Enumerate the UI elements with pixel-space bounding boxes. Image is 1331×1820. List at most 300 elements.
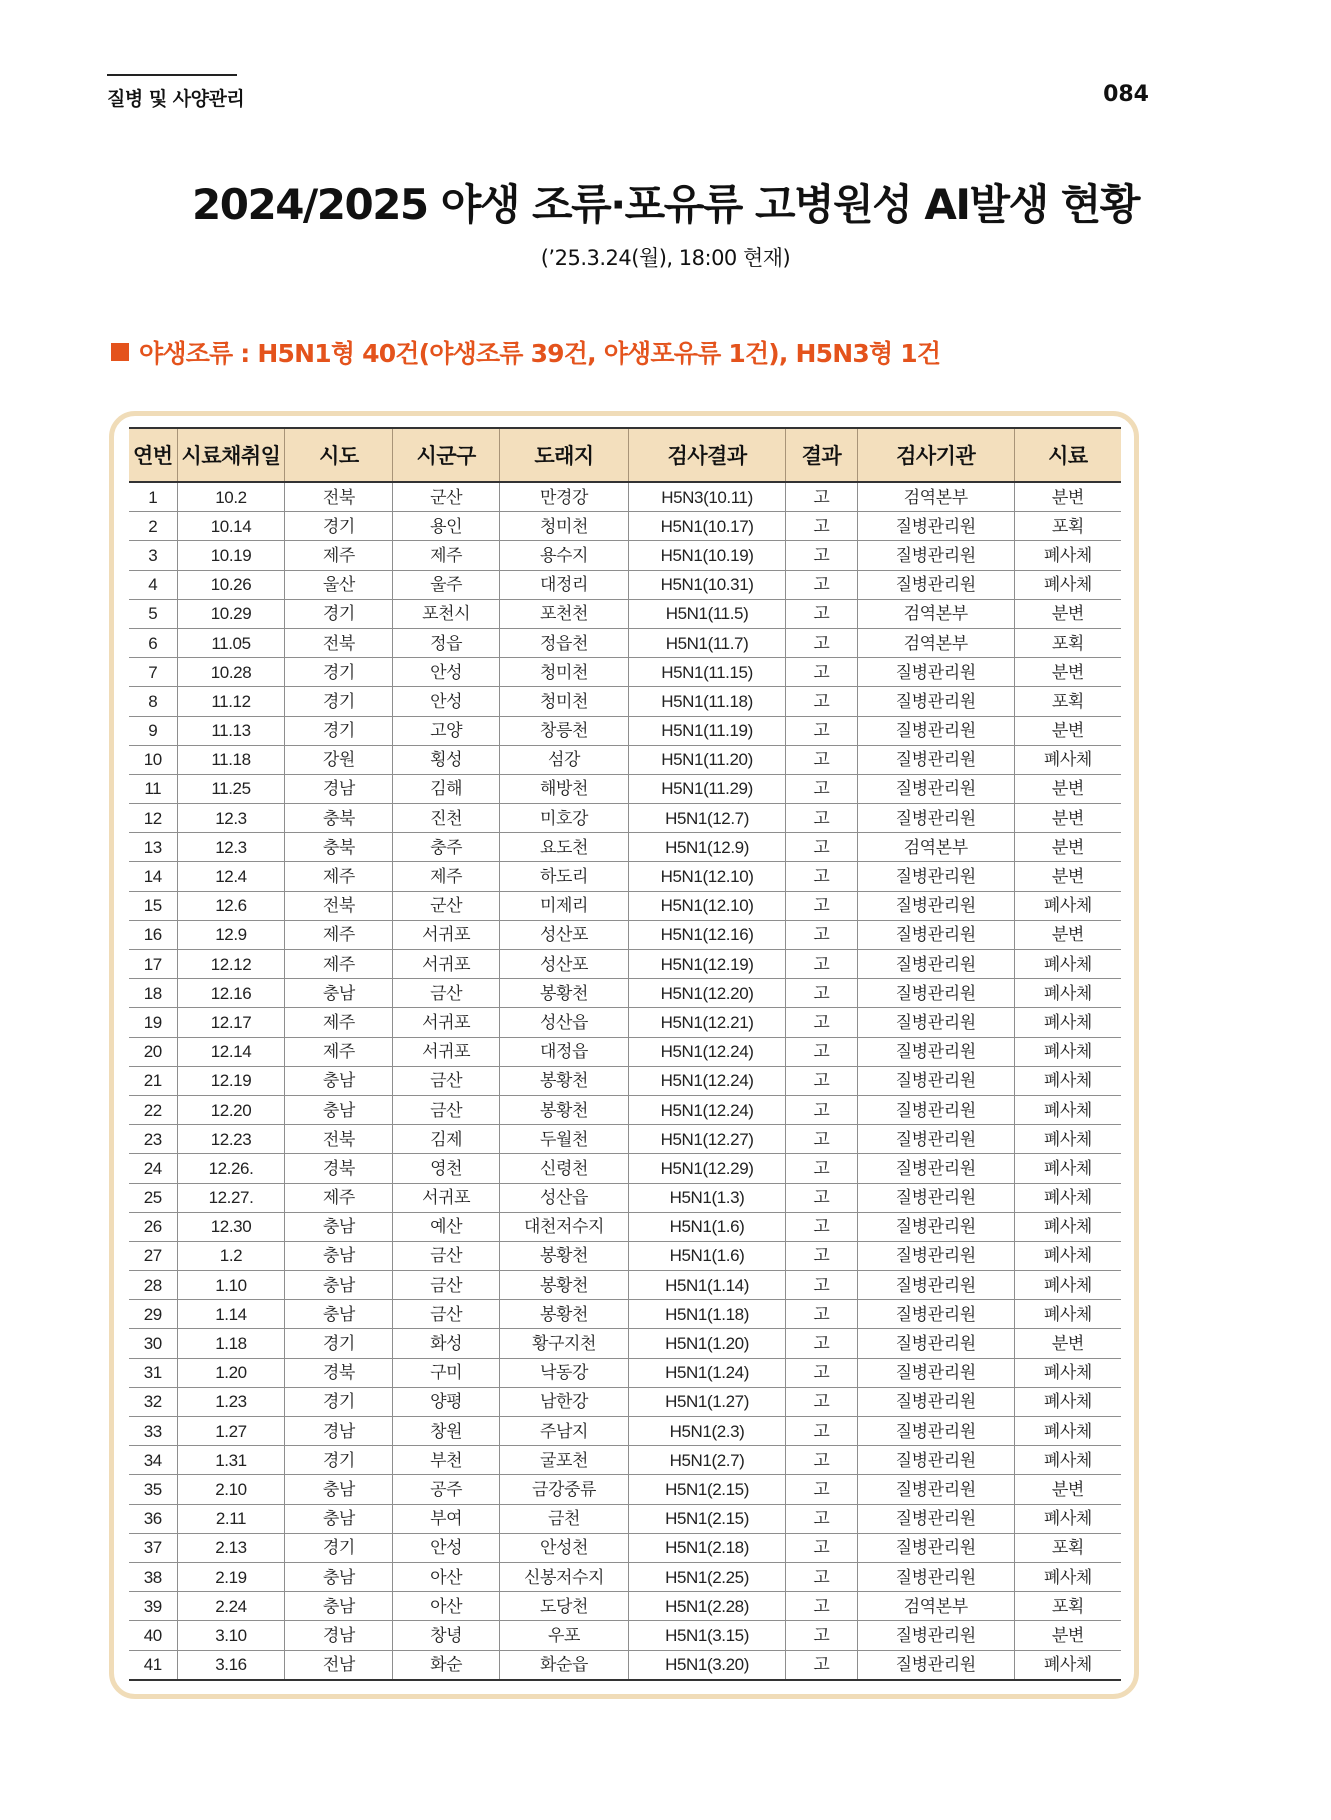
table-cell: 고양: [393, 716, 500, 745]
table-cell: 10: [129, 745, 177, 774]
table-cell: 고: [786, 570, 858, 599]
table-cell: 분변: [1014, 599, 1121, 628]
table-cell: 도당천: [500, 1592, 629, 1621]
table-cell: 폐사체: [1014, 891, 1121, 920]
table-row: [129, 1154, 1121, 1183]
table-cell: H5N1(12.10): [628, 891, 785, 920]
table-row: [129, 1241, 1121, 1270]
table-row: [129, 1650, 1121, 1680]
table-cell: 10.29: [177, 599, 285, 628]
table-row: [129, 1562, 1121, 1591]
table-row: [129, 687, 1121, 716]
table-cell: H5N1(2.7): [628, 1446, 785, 1475]
table-cell: 폐사체: [1014, 1212, 1121, 1241]
table-cell: H5N1(12.10): [628, 862, 785, 891]
table-cell: 20: [129, 1037, 177, 1066]
table-cell: 12: [129, 804, 177, 833]
table-cell: 고: [786, 1504, 858, 1533]
table-cell: 울산: [285, 570, 393, 599]
table-cell: 질병관리원: [857, 541, 1014, 570]
table-cell: 고: [786, 833, 858, 862]
table-row: [129, 1417, 1121, 1446]
table-cell: 12.17: [177, 1008, 285, 1037]
col-header: 검사결과: [628, 428, 785, 482]
table-cell: 질병관리원: [857, 1183, 1014, 1212]
table-cell: 28: [129, 1271, 177, 1300]
table-cell: H5N1(2.18): [628, 1533, 785, 1562]
table-cell: 안성: [393, 658, 500, 687]
table-cell: 포획: [1014, 1592, 1121, 1621]
table-cell: 36: [129, 1504, 177, 1533]
table-cell: H5N1(2.28): [628, 1592, 785, 1621]
table-cell: H5N1(10.17): [628, 512, 785, 541]
table-cell: 분변: [1014, 804, 1121, 833]
table-cell: 질병관리원: [857, 1066, 1014, 1095]
table-cell: 고: [786, 1008, 858, 1037]
table-cell: 34: [129, 1446, 177, 1475]
table-cell: 청미천: [500, 512, 629, 541]
table-cell: 31: [129, 1358, 177, 1387]
table-cell: 고: [786, 1650, 858, 1680]
table-cell: H5N1(11.29): [628, 774, 785, 803]
table-row: [129, 1125, 1121, 1154]
table-cell: 충남: [285, 979, 393, 1008]
table-cell: 하도리: [500, 862, 629, 891]
table-cell: 제주: [285, 1183, 393, 1212]
table-row: [129, 1533, 1121, 1562]
col-header: 시도: [285, 428, 393, 482]
table-cell: 아산: [393, 1562, 500, 1591]
table-cell: 11.12: [177, 687, 285, 716]
table-cell: 충남: [285, 1475, 393, 1504]
table-row: [129, 1446, 1121, 1475]
table-cell: 11: [129, 774, 177, 803]
col-header: 검사기관: [857, 428, 1014, 482]
table-cell: 1.2: [177, 1241, 285, 1270]
table-cell: 고: [786, 804, 858, 833]
table-row: [129, 628, 1121, 657]
table-cell: 검역본부: [857, 599, 1014, 628]
table-cell: 40: [129, 1621, 177, 1650]
col-header: 도래지: [500, 428, 629, 482]
table-cell: 1: [129, 482, 177, 512]
table-cell: 6: [129, 628, 177, 657]
table-cell: 충남: [285, 1212, 393, 1241]
table-cell: 고: [786, 1387, 858, 1416]
table-cell: 질병관리원: [857, 862, 1014, 891]
table-cell: 33: [129, 1417, 177, 1446]
table-cell: 양평: [393, 1387, 500, 1416]
table-cell: 12.23: [177, 1125, 285, 1154]
table-cell: 14: [129, 862, 177, 891]
table-cell: 김제: [393, 1125, 500, 1154]
table-cell: 질병관리원: [857, 920, 1014, 949]
table-cell: 18: [129, 979, 177, 1008]
table-cell: 전북: [285, 628, 393, 657]
table-cell: H5N1(2.15): [628, 1504, 785, 1533]
table-row: [129, 1504, 1121, 1533]
table-cell: 10.28: [177, 658, 285, 687]
table-cell: 12.26.: [177, 1154, 285, 1183]
table-body: [129, 482, 1121, 1680]
table-cell: 충남: [285, 1066, 393, 1095]
table-cell: 안성천: [500, 1533, 629, 1562]
table-cell: 고: [786, 1241, 858, 1270]
table-cell: 경북: [285, 1358, 393, 1387]
table-cell: H5N1(12.19): [628, 950, 785, 979]
table-cell: H5N1(12.20): [628, 979, 785, 1008]
table-cell: 질병관리원: [857, 1037, 1014, 1066]
table-cell: 군산: [393, 482, 500, 512]
table-cell: 고: [786, 512, 858, 541]
table-cell: 충남: [285, 1241, 393, 1270]
table-cell: 봉황천: [500, 1300, 629, 1329]
table-cell: 35: [129, 1475, 177, 1504]
table-cell: 질병관리원: [857, 658, 1014, 687]
table-cell: 24: [129, 1154, 177, 1183]
table-row: [129, 512, 1121, 541]
table-cell: 폐사체: [1014, 541, 1121, 570]
table-cell: 정읍: [393, 628, 500, 657]
table-row: [129, 920, 1121, 949]
table-cell: 남한강: [500, 1387, 629, 1416]
table-cell: 포천시: [393, 599, 500, 628]
table-cell: 질병관리원: [857, 1212, 1014, 1241]
table-cell: 질병관리원: [857, 1241, 1014, 1270]
table-cell: 금산: [393, 1241, 500, 1270]
table-cell: 금강중류: [500, 1475, 629, 1504]
table-cell: 강원: [285, 745, 393, 774]
table-cell: 2.19: [177, 1562, 285, 1591]
table-row: [129, 1300, 1121, 1329]
table-cell: H5N1(1.27): [628, 1387, 785, 1416]
table-row: [129, 1271, 1121, 1300]
table-cell: 12.20: [177, 1095, 285, 1124]
table-cell: 질병관리원: [857, 1154, 1014, 1183]
table-cell: 제주: [393, 541, 500, 570]
table-cell: H5N1(1.6): [628, 1212, 785, 1241]
table-cell: 질병관리원: [857, 1125, 1014, 1154]
table-cell: 13: [129, 833, 177, 862]
table-cell: 고: [786, 774, 858, 803]
table-cell: H5N1(11.15): [628, 658, 785, 687]
table-cell: H5N1(12.24): [628, 1037, 785, 1066]
table-cell: 검역본부: [857, 1592, 1014, 1621]
table-cell: 제주: [285, 920, 393, 949]
table-cell: 2.24: [177, 1592, 285, 1621]
table-cell: 폐사체: [1014, 1417, 1121, 1446]
table-cell: 굴포천: [500, 1446, 629, 1475]
table-cell: 폐사체: [1014, 570, 1121, 599]
table-cell: 금산: [393, 1271, 500, 1300]
table-row: [129, 482, 1121, 512]
table-cell: H5N1(11.5): [628, 599, 785, 628]
table-cell: 고: [786, 1212, 858, 1241]
table-cell: 충남: [285, 1504, 393, 1533]
table-cell: 16: [129, 920, 177, 949]
table-cell: 고: [786, 628, 858, 657]
table-cell: 고: [786, 1358, 858, 1387]
table-cell: 폐사체: [1014, 1358, 1121, 1387]
table-cell: 황구지천: [500, 1329, 629, 1358]
table-cell: 25: [129, 1183, 177, 1212]
table-cell: 서귀포: [393, 1183, 500, 1212]
table-cell: 군산: [393, 891, 500, 920]
table-cell: 청미천: [500, 687, 629, 716]
table-cell: 분변: [1014, 862, 1121, 891]
table-cell: 2.11: [177, 1504, 285, 1533]
table-cell: 12.4: [177, 862, 285, 891]
table-cell: 2.10: [177, 1475, 285, 1504]
table-cell: 분변: [1014, 1621, 1121, 1650]
table-cell: 아산: [393, 1592, 500, 1621]
table-cell: 분변: [1014, 1329, 1121, 1358]
table-cell: 8: [129, 687, 177, 716]
table-cell: 21: [129, 1066, 177, 1095]
table-cell: 폐사체: [1014, 1562, 1121, 1591]
table-row: [129, 1212, 1121, 1241]
table-cell: 12.3: [177, 833, 285, 862]
table-cell: H5N1(10.19): [628, 541, 785, 570]
table-cell: 검역본부: [857, 833, 1014, 862]
table-cell: 2: [129, 512, 177, 541]
table-cell: 진천: [393, 804, 500, 833]
table-cell: 용수지: [500, 541, 629, 570]
table-cell: 29: [129, 1300, 177, 1329]
table-cell: 분변: [1014, 658, 1121, 687]
summary-line: [111, 334, 940, 370]
table-cell: 1.31: [177, 1446, 285, 1475]
table-cell: 경북: [285, 1154, 393, 1183]
table-cell: H5N1(11.18): [628, 687, 785, 716]
table-row: [129, 1095, 1121, 1124]
table-cell: 폐사체: [1014, 1271, 1121, 1300]
table-cell: 성산포: [500, 950, 629, 979]
section-label: 질병 및 사양관리: [107, 88, 245, 110]
table-cell: 폐사체: [1014, 950, 1121, 979]
table-cell: 12.3: [177, 804, 285, 833]
table-cell: 3: [129, 541, 177, 570]
table-cell: 30: [129, 1329, 177, 1358]
table-cell: H5N1(12.24): [628, 1066, 785, 1095]
table-cell: 검역본부: [857, 628, 1014, 657]
table-cell: 질병관리원: [857, 1650, 1014, 1680]
table-cell: 충주: [393, 833, 500, 862]
table-cell: 성산읍: [500, 1183, 629, 1212]
table-cell: 고: [786, 687, 858, 716]
table-cell: 고: [786, 1037, 858, 1066]
table-cell: 고: [786, 891, 858, 920]
table-cell: 포획: [1014, 687, 1121, 716]
table-cell: 폐사체: [1014, 1008, 1121, 1037]
table-row: [129, 541, 1121, 570]
table-cell: H5N1(12.16): [628, 920, 785, 949]
table-cell: 12.27.: [177, 1183, 285, 1212]
table-cell: 3.10: [177, 1621, 285, 1650]
table-cell: 폐사체: [1014, 1504, 1121, 1533]
table-cell: 전북: [285, 891, 393, 920]
table-cell: 12.14: [177, 1037, 285, 1066]
table-cell: 고: [786, 1533, 858, 1562]
table-cell: 질병관리원: [857, 979, 1014, 1008]
table-cell: 봉황천: [500, 1095, 629, 1124]
table-cell: 고: [786, 979, 858, 1008]
table-cell: 질병관리원: [857, 1387, 1014, 1416]
table-cell: 고: [786, 716, 858, 745]
table-row: [129, 1037, 1121, 1066]
table-cell: 전남: [285, 1650, 393, 1680]
table-cell: 23: [129, 1125, 177, 1154]
table-cell: 예산: [393, 1212, 500, 1241]
table-cell: 11.13: [177, 716, 285, 745]
table-cell: 포획: [1014, 1533, 1121, 1562]
table-cell: 질병관리원: [857, 1533, 1014, 1562]
table-cell: 서귀포: [393, 1008, 500, 1037]
table-cell: 38: [129, 1562, 177, 1591]
table-cell: H5N1(1.3): [628, 1183, 785, 1212]
table-row: [129, 1621, 1121, 1650]
table-cell: 충남: [285, 1562, 393, 1591]
table-cell: 질병관리원: [857, 745, 1014, 774]
table-cell: H5N1(3.20): [628, 1650, 785, 1680]
page-number: 084: [1103, 82, 1149, 107]
col-header: 시군구: [393, 428, 500, 482]
table-cell: 고: [786, 482, 858, 512]
table-cell: H5N1(12.27): [628, 1125, 785, 1154]
table-cell: H5N1(12.24): [628, 1095, 785, 1124]
table-cell: 신봉저수지: [500, 1562, 629, 1591]
table-cell: 9: [129, 716, 177, 745]
table-cell: H5N1(1.18): [628, 1300, 785, 1329]
table-cell: 10.14: [177, 512, 285, 541]
table-cell: 10.19: [177, 541, 285, 570]
table-cell: 충남: [285, 1592, 393, 1621]
table-cell: 울주: [393, 570, 500, 599]
table-row: [129, 599, 1121, 628]
table-row: [129, 804, 1121, 833]
table-cell: 고: [786, 1183, 858, 1212]
table-cell: 봉황천: [500, 979, 629, 1008]
table-cell: 질병관리원: [857, 774, 1014, 803]
table-cell: 화순읍: [500, 1650, 629, 1680]
table-cell: 정읍천: [500, 628, 629, 657]
table-cell: 섬강: [500, 745, 629, 774]
col-header: 시료: [1014, 428, 1121, 482]
table-cell: 분변: [1014, 833, 1121, 862]
table-cell: 포획: [1014, 512, 1121, 541]
table-row: [129, 1329, 1121, 1358]
table-cell: 충남: [285, 1095, 393, 1124]
table-cell: 질병관리원: [857, 1008, 1014, 1037]
table-cell: H5N1(3.15): [628, 1621, 785, 1650]
table-cell: 19: [129, 1008, 177, 1037]
table-cell: 구미: [393, 1358, 500, 1387]
table-cell: 대천저수지: [500, 1212, 629, 1241]
table-row: [129, 1358, 1121, 1387]
table-cell: 고: [786, 1271, 858, 1300]
table-cell: 32: [129, 1387, 177, 1416]
table-cell: 고: [786, 1095, 858, 1124]
table-cell: 질병관리원: [857, 1271, 1014, 1300]
table-cell: 충남: [285, 1271, 393, 1300]
table-cell: 5: [129, 599, 177, 628]
table-cell: 고: [786, 1475, 858, 1504]
table-cell: 경기: [285, 512, 393, 541]
table-cell: 금산: [393, 979, 500, 1008]
table-cell: H5N1(2.25): [628, 1562, 785, 1591]
table-cell: 금산: [393, 1066, 500, 1095]
table-cell: 고: [786, 862, 858, 891]
table-cell: 질병관리원: [857, 716, 1014, 745]
table-cell: 요도천: [500, 833, 629, 862]
table-cell: 고: [786, 1562, 858, 1591]
table-cell: 11.25: [177, 774, 285, 803]
table-cell: 경기: [285, 1329, 393, 1358]
table-row: [129, 1592, 1121, 1621]
table-cell: 제주: [285, 1037, 393, 1066]
table-cell: 고: [786, 1417, 858, 1446]
table-cell: 고: [786, 950, 858, 979]
table-cell: 경기: [285, 1533, 393, 1562]
table-cell: H5N1(12.21): [628, 1008, 785, 1037]
table-cell: 1.23: [177, 1387, 285, 1416]
page-subtitle: (’25.3.24(월), 18:00 현재): [540, 246, 791, 270]
table-cell: 폐사체: [1014, 1446, 1121, 1475]
table-cell: 신령천: [500, 1154, 629, 1183]
table-cell: 질병관리원: [857, 1358, 1014, 1387]
table-cell: 12.19: [177, 1066, 285, 1095]
table-cell: 10.2: [177, 482, 285, 512]
table-row: [129, 1475, 1121, 1504]
table-cell: 제주: [285, 950, 393, 979]
table-cell: 질병관리원: [857, 1300, 1014, 1329]
table-cell: 전북: [285, 1125, 393, 1154]
table-cell: 12.30: [177, 1212, 285, 1241]
table-cell: 17: [129, 950, 177, 979]
table-cell: H5N1(12.7): [628, 804, 785, 833]
table-cell: 1.18: [177, 1329, 285, 1358]
table-cell: 대정읍: [500, 1037, 629, 1066]
table-cell: H5N1(11.7): [628, 628, 785, 657]
table-cell: 고: [786, 541, 858, 570]
table-cell: 폐사체: [1014, 1387, 1121, 1416]
table-cell: 경기: [285, 1387, 393, 1416]
table-cell: H5N1(1.6): [628, 1241, 785, 1270]
table-cell: 경남: [285, 1621, 393, 1650]
table-cell: 폐사체: [1014, 1183, 1121, 1212]
table-cell: 제주: [285, 1008, 393, 1037]
table-cell: 폐사체: [1014, 1037, 1121, 1066]
table-cell: 경남: [285, 774, 393, 803]
table-cell: 질병관리원: [857, 570, 1014, 599]
table-cell: 성산읍: [500, 1008, 629, 1037]
table-cell: 경기: [285, 658, 393, 687]
table-row: [129, 774, 1121, 803]
table-cell: 부천: [393, 1446, 500, 1475]
table-cell: 경기: [285, 1446, 393, 1475]
table-cell: 안성: [393, 687, 500, 716]
table-cell: 대정리: [500, 570, 629, 599]
table-cell: 용인: [393, 512, 500, 541]
table-cell: 김해: [393, 774, 500, 803]
table-cell: 질병관리원: [857, 891, 1014, 920]
table-row: [129, 745, 1121, 774]
table-cell: 경기: [285, 687, 393, 716]
table-cell: 질병관리원: [857, 512, 1014, 541]
table-cell: 27: [129, 1241, 177, 1270]
table-cell: 고: [786, 1125, 858, 1154]
table-cell: 폐사체: [1014, 1154, 1121, 1183]
